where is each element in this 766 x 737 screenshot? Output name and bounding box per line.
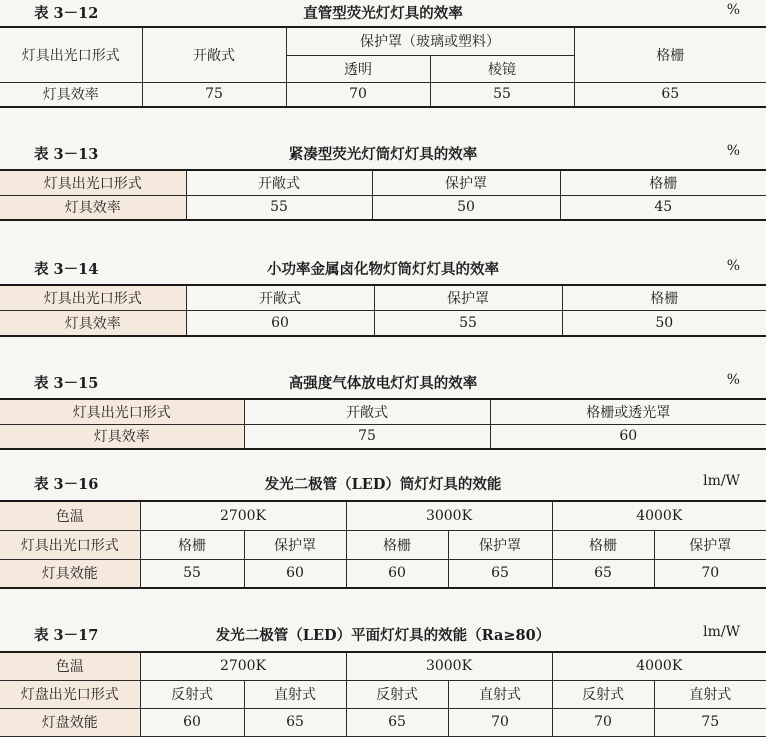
form-cell: 直射式 [244, 680, 346, 708]
table-caption [0, 372, 766, 394]
header-cell: 格栅或透光罩 [490, 399, 766, 424]
value-cell: 55 [374, 310, 562, 336]
value-cell: 60 [244, 559, 346, 588]
table-title: 小功率金属卤化物灯筒灯灯具的效率 [267, 261, 499, 278]
table-3-16-section [0, 473, 766, 495]
value-cell: 50 [562, 310, 766, 336]
form-cell: 反射式 [552, 680, 654, 708]
table-title: 发光二极管（LED）筒灯灯具的效能 [264, 476, 502, 493]
table-title: 紧凑型荧光灯筒灯灯具的效率 [288, 146, 478, 163]
value-cell: 75 [244, 424, 490, 449]
color-temp-cell: 2700K [140, 501, 346, 530]
header-cell: 开敞式 [186, 170, 372, 195]
value-cell: 65 [244, 708, 346, 736]
header-cell: 保护罩 [372, 170, 560, 195]
value-cell: 70 [654, 559, 766, 588]
value-cell: 70 [286, 82, 430, 107]
header-cell: 开敞式 [186, 285, 374, 310]
table-3-13 [0, 169, 766, 221]
header-cell: 格栅 [560, 170, 766, 195]
header-cell: 开敞式 [244, 399, 490, 424]
value-cell: 70 [552, 708, 654, 736]
color-temp-cell: 4000K [552, 652, 766, 680]
value-cell: 45 [560, 195, 766, 220]
table-3-12 [0, 26, 766, 108]
header-cell: 棱镜 [430, 55, 574, 82]
table-3-13-section [0, 143, 766, 165]
table-3-14-section [0, 258, 766, 280]
value-cell: 65 [346, 708, 448, 736]
form-cell: 格栅 [140, 530, 244, 559]
form-cell: 格栅 [552, 530, 654, 559]
header-cell: 格栅 [574, 27, 766, 82]
table-unit: lm/W [703, 473, 740, 489]
value-cell: 55 [140, 559, 244, 588]
value-cell: 60 [186, 310, 374, 336]
header-cell: 色温 [0, 501, 140, 530]
row-label: 灯具效率 [0, 424, 244, 449]
value-cell: 55 [430, 82, 574, 107]
table-unit: % [726, 372, 740, 388]
table-number: 表 3－17 [34, 627, 99, 644]
row-label: 灯具效率 [0, 82, 142, 107]
table-number: 表 3－16 [34, 476, 99, 493]
table-unit: % [726, 2, 740, 18]
table-3-12-section [0, 2, 766, 24]
color-temp-cell: 2700K [140, 652, 346, 680]
table-caption [0, 143, 766, 165]
table-3-14 [0, 284, 766, 337]
form-cell: 保护罩 [244, 530, 346, 559]
header-cell: 透明 [286, 55, 430, 82]
table-3-17 [0, 651, 766, 737]
header-cell: 开敞式 [142, 27, 286, 82]
header-cell: 保护罩 [374, 285, 562, 310]
header-cell: 灯具出光口形式 [0, 285, 186, 310]
form-cell: 反射式 [140, 680, 244, 708]
header-cell: 灯具出光口形式 [0, 399, 244, 424]
table-number: 表 3－12 [34, 5, 99, 22]
row-label: 灯具效率 [0, 195, 186, 220]
header-cell: 保护罩（玻璃或塑料） [286, 27, 574, 55]
header-cell: 色温 [0, 652, 140, 680]
table-3-15 [0, 398, 766, 450]
form-cell: 反射式 [346, 680, 448, 708]
form-cell: 格栅 [346, 530, 448, 559]
table-caption [0, 258, 766, 280]
table-number: 表 3－15 [34, 375, 99, 392]
header-cell: 灯具出光口形式 [0, 27, 142, 82]
form-cell: 直射式 [654, 680, 766, 708]
table-unit: % [726, 143, 740, 159]
row-label: 灯具效能 [0, 559, 140, 588]
value-cell: 60 [346, 559, 448, 588]
table-3-17-section [0, 624, 766, 646]
color-temp-cell: 3000K [346, 652, 552, 680]
header-cell: 格栅 [562, 285, 766, 310]
table-unit: lm/W [703, 624, 740, 640]
form-cell: 保护罩 [654, 530, 766, 559]
table-unit: % [726, 258, 740, 274]
form-cell: 直射式 [448, 680, 552, 708]
table-3-15-section [0, 372, 766, 394]
table-number: 表 3－14 [34, 261, 99, 278]
table-caption [0, 624, 766, 646]
table-3-16 [0, 500, 766, 589]
table-caption [0, 473, 766, 495]
value-cell: 50 [372, 195, 560, 220]
value-cell: 60 [140, 708, 244, 736]
value-cell: 55 [186, 195, 372, 220]
header-cell: 灯具出光口形式 [0, 530, 140, 559]
value-cell: 65 [552, 559, 654, 588]
table-caption [0, 2, 766, 24]
value-cell: 75 [142, 82, 286, 107]
table-title: 直管型荧光灯灯具的效率 [303, 5, 463, 22]
value-cell: 60 [490, 424, 766, 449]
table-title: 高强度气体放电灯灯具的效率 [288, 375, 478, 392]
value-cell: 65 [448, 559, 552, 588]
color-temp-cell: 4000K [552, 501, 766, 530]
row-label: 灯盘效能 [0, 708, 140, 736]
table-title: 发光二极管（LED）平面灯灯具的效能（Ra≥80） [215, 627, 551, 644]
row-label: 灯具效率 [0, 310, 186, 336]
value-cell: 75 [654, 708, 766, 736]
table-number: 表 3－13 [34, 146, 99, 163]
form-cell: 保护罩 [448, 530, 552, 559]
header-cell: 灯具出光口形式 [0, 170, 186, 195]
value-cell: 70 [448, 708, 552, 736]
color-temp-cell: 3000K [346, 501, 552, 530]
header-cell: 灯盘出光口形式 [0, 680, 140, 708]
value-cell: 65 [574, 82, 766, 107]
